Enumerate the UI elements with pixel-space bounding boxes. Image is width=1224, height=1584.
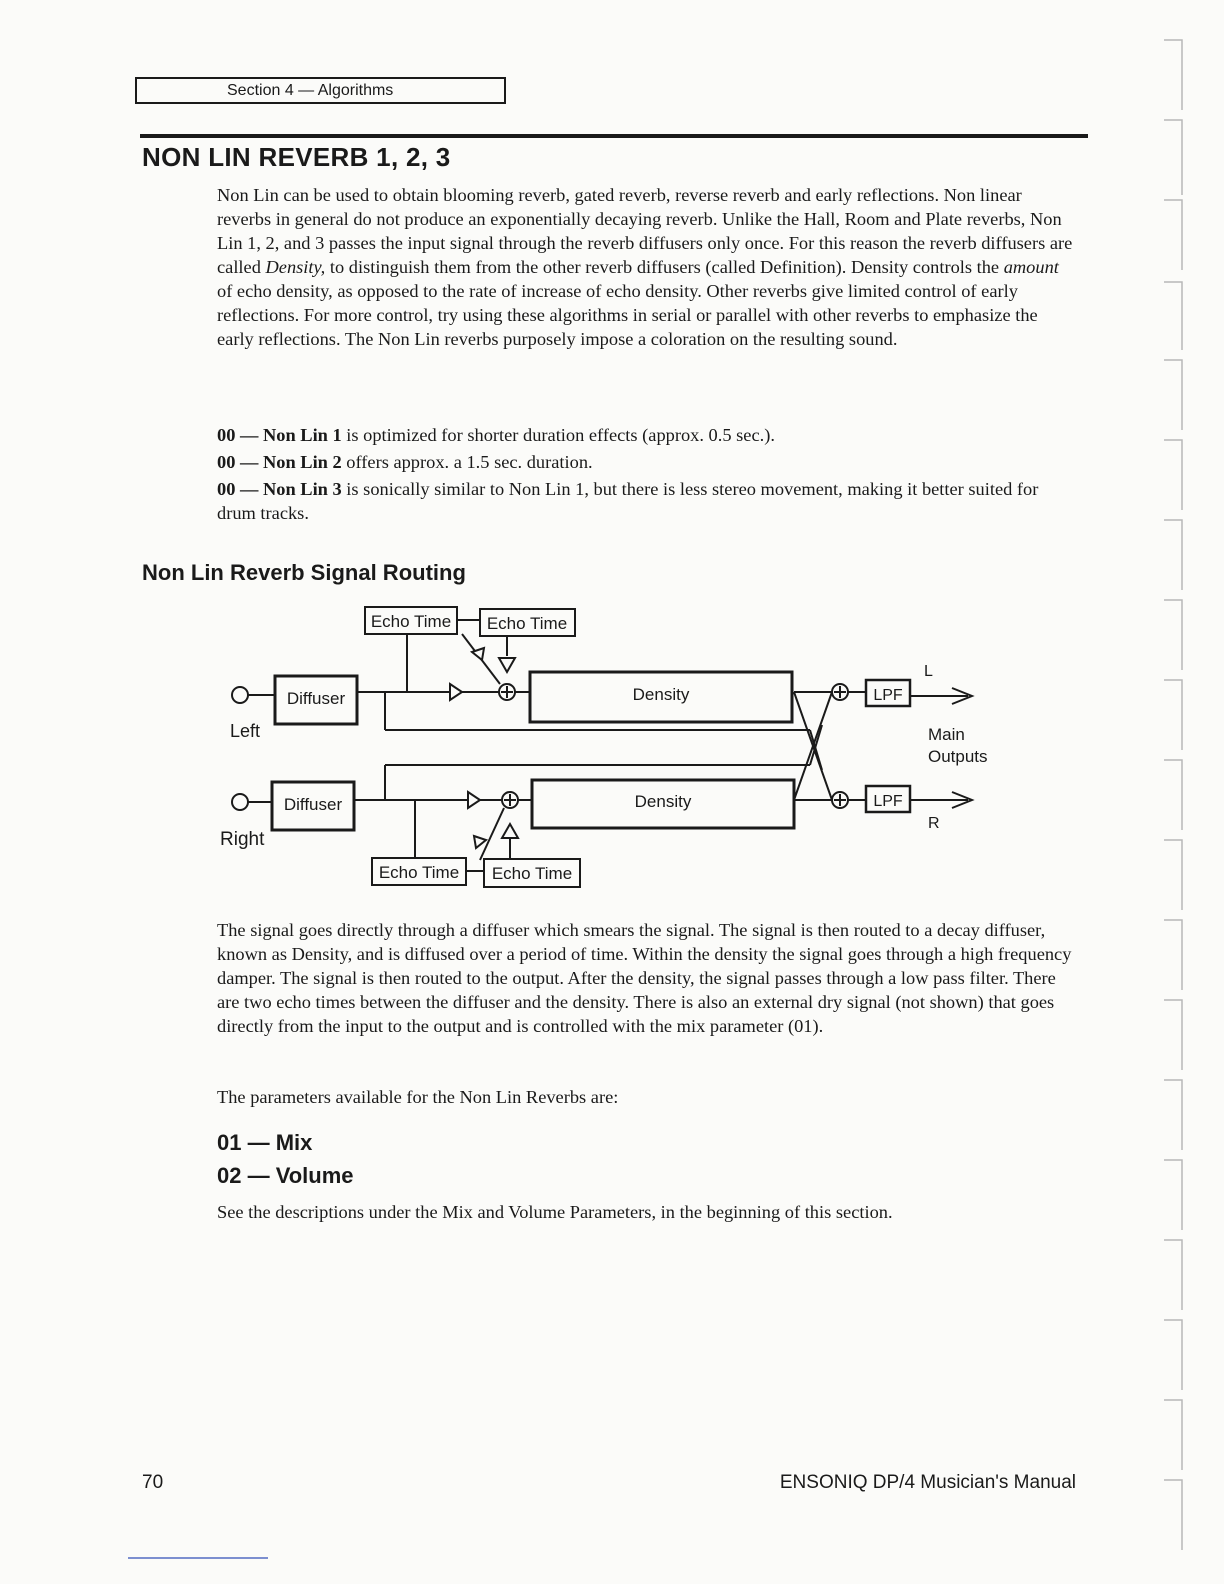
gain-triangle — [450, 684, 462, 700]
output-r-label: R — [928, 815, 940, 832]
echo-time-label: Echo Time — [370, 612, 452, 631]
variant-description: is optimized for shorter duration effects (approx. 0.5 sec.). — [341, 425, 775, 445]
density-right — [532, 780, 794, 828]
variant-name: Non Lin 2 — [263, 452, 342, 472]
right-input-jack — [232, 794, 248, 810]
lpf-right — [866, 786, 910, 812]
echo-time-box-bottom-2 — [484, 859, 580, 887]
diffuser-label: Diffuser — [286, 689, 346, 708]
page-title: NON LIN REVERB 1, 2, 3 — [142, 142, 451, 172]
right-input-label: Right — [220, 829, 265, 850]
diffuser-right — [272, 782, 354, 830]
density-emphasis: Density, — [265, 257, 326, 277]
echo-time-label: Echo Time — [486, 614, 568, 633]
params-intro: The parameters available for the Non Lin Reverbs are: — [217, 1087, 619, 1107]
density-label: Density — [632, 685, 690, 704]
variant-non-lin-2 — [217, 450, 1077, 474]
main-label: Main — [928, 725, 965, 744]
corner-line — [128, 1557, 268, 1559]
page-number: 70 — [142, 1472, 164, 1493]
param-volume-heading: 02 — Volume — [217, 1163, 354, 1188]
lpf-label: LPF — [873, 793, 903, 810]
intro-paragraph — [217, 183, 1077, 351]
manual-title: ENSONIQ DP/4 Musician's Manual — [779, 1472, 1076, 1493]
section-header-box — [135, 77, 506, 104]
amount-emphasis: amount — [1003, 257, 1059, 277]
density-left — [530, 672, 792, 722]
echo-time-label: Echo Time — [378, 863, 460, 882]
output-l-label: L — [924, 663, 933, 680]
echo-time-box-top-1 — [365, 607, 457, 634]
echo-time-label: Echo Time — [491, 864, 573, 883]
outputs-label: Outputs — [928, 747, 988, 766]
diffuser-label: Diffuser — [283, 795, 343, 814]
diffuser-left — [275, 676, 357, 724]
binding-edge-marks — [1160, 0, 1200, 1584]
intro-text-1: Non Lin can be used to obtain blooming reverb, gated reverb, reverse reverb and early reflections. Non linear reverbs in general do not produce an exponentially decaying reverb. Unlike the Hall, Room and Plate reverbs, Non Lin 1, 2, and 3 passes the input signal through the reverb diffusers only once. For this reason the reverb diffusers are called — [217, 185, 1073, 277]
gain-triangle — [468, 792, 480, 808]
see-descriptions: See the descriptions under the Mix and Volume Parameters, in the beginning of this section. — [217, 1202, 893, 1222]
variant-name: Non Lin 3 — [263, 479, 342, 499]
variant-number: 00 — — [217, 425, 259, 445]
left-input-label: Left — [230, 721, 261, 741]
variant-description: offers approx. a 1.5 sec. duration. — [341, 452, 593, 472]
variant-non-lin-1 — [217, 423, 1077, 447]
lpf-left — [866, 680, 910, 706]
intro-text-3: of echo density, as opposed to the rate of increase of echo density. Other reverbs give limited control of early reflections. For more control, try using these algorithms in serial or parallel with other reverbs to emphasize the early reflections. The Non Lin reverbs purposely impose a coloration on the resulting sound. — [217, 281, 1038, 349]
title-rule — [140, 134, 1088, 138]
routing-heading: Non Lin Reverb Signal Routing — [142, 560, 466, 585]
variant-number: 00 — — [217, 479, 259, 499]
echo-time-box-bottom-1 — [372, 858, 466, 885]
variant-name: Non Lin 1 — [263, 425, 342, 445]
signal-description: The signal goes directly through a diffuser which smears the signal. The signal is then routed to a decay diffuser, known as Density, and is diffused over a period of time. Within the density the signal goes through a high frequency damper. The signal is then routed to the output. After the density, the signal passes through a low pass filter. There are two echo times between the diffuser and the density. There is also an external dry signal (not shown) that goes directly from the input to the output and is controlled with the mix parameter (01). — [217, 920, 1072, 1036]
lpf-label: LPF — [873, 687, 903, 704]
variant-non-lin-3 — [217, 477, 1077, 525]
echo-time-box-top-2 — [480, 609, 575, 636]
density-label: Density — [634, 792, 692, 811]
signal-routing-diagram — [210, 600, 1010, 900]
left-input-jack — [232, 687, 248, 703]
variant-description: is sonically similar to Non Lin 1, but there is less stereo movement, making it better suited for drum tracks. — [217, 479, 1039, 523]
section-label: Section 4 — Algorithms — [227, 82, 394, 99]
intro-text-2: to distinguish them from the other reverb diffusers (called Definition). Density controls the — [325, 257, 1004, 277]
param-mix-heading: 01 — Mix — [217, 1130, 313, 1155]
variant-number: 00 — — [217, 452, 259, 472]
